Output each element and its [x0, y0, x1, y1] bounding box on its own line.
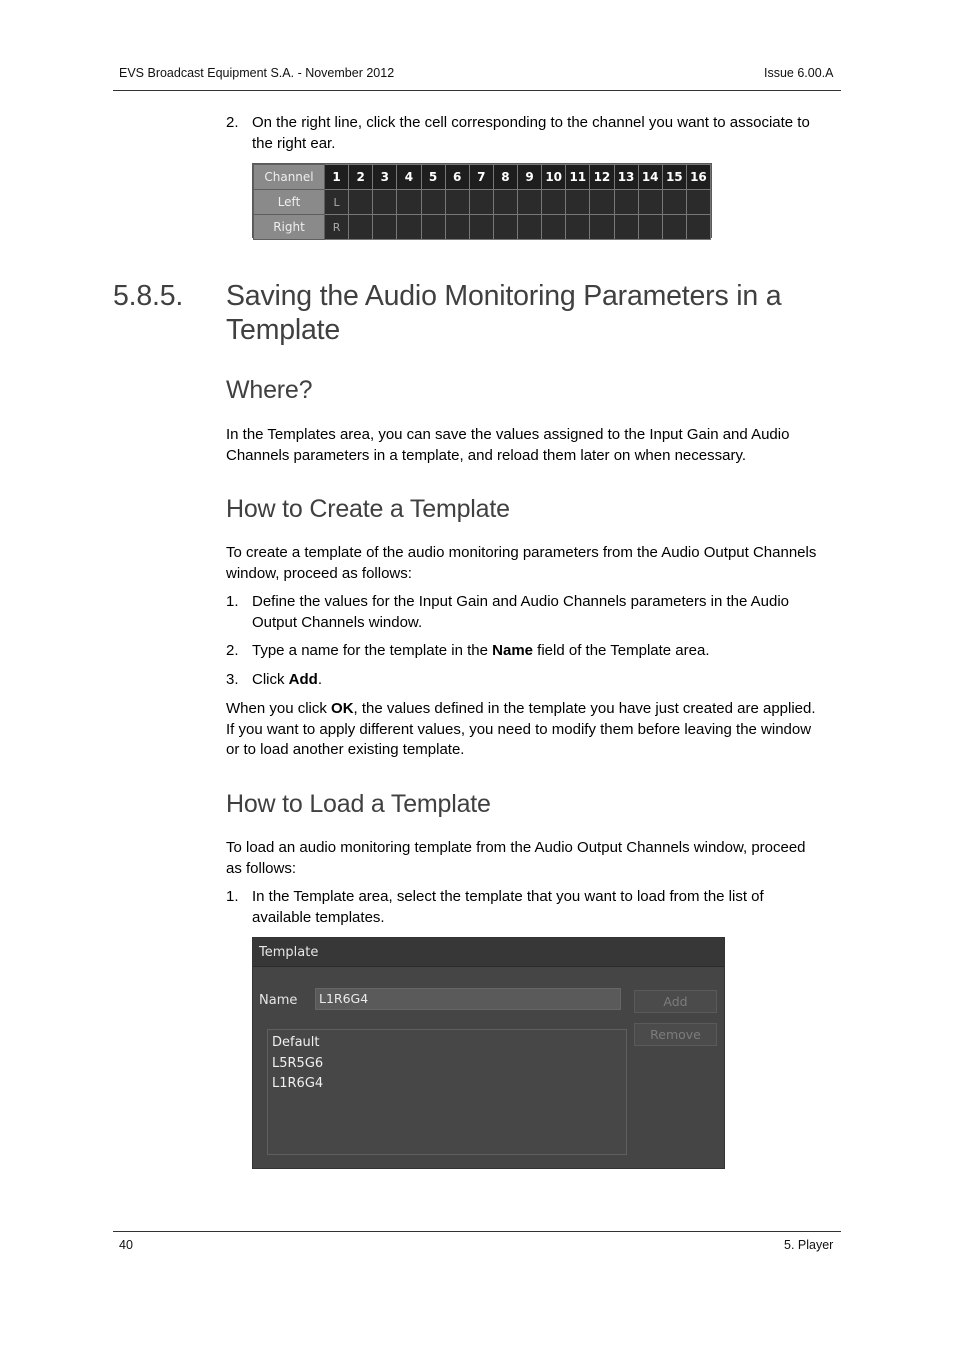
- row-label-right: Right: [254, 215, 325, 240]
- right-cell[interactable]: [373, 215, 397, 240]
- channel-number: 8: [493, 165, 517, 190]
- name-label: Name: [259, 993, 298, 1008]
- channel-number: 16: [686, 165, 710, 190]
- step-text: Type a name for the template in the: [252, 642, 493, 659]
- header-divider: [113, 90, 841, 91]
- right-cell[interactable]: [638, 215, 662, 240]
- load-step-1: [252, 887, 764, 928]
- where-heading: Where?: [226, 376, 313, 404]
- right-cell[interactable]: [542, 215, 566, 240]
- section-number: 5.8.5.: [113, 280, 184, 312]
- channel-number: 14: [638, 165, 662, 190]
- step-number: 2.: [226, 114, 239, 131]
- left-cell[interactable]: [469, 190, 493, 215]
- template-panel-title: Template: [253, 938, 724, 967]
- header-document-title: EVS Broadcast Equipment S.A. - November 2012: [119, 66, 395, 80]
- left-cell[interactable]: [373, 190, 397, 215]
- channel-number: 5: [421, 165, 445, 190]
- left-cell[interactable]: [662, 190, 686, 215]
- left-cell[interactable]: [493, 190, 517, 215]
- left-cell[interactable]: [421, 190, 445, 215]
- section-title-line: Saving the Audio Monitoring Parameters in a: [226, 280, 782, 312]
- step-number: 2.: [226, 642, 239, 659]
- right-cell[interactable]: [518, 215, 542, 240]
- template-panel: [252, 937, 725, 1169]
- channel-number: 11: [566, 165, 590, 190]
- load-intro: [226, 838, 806, 879]
- create-intro: [226, 543, 816, 584]
- step-text-line: On the right line, click the cell corresponding to the channel you want to associate to: [252, 114, 810, 131]
- step-text: Click: [252, 671, 289, 688]
- right-cell[interactable]: [469, 215, 493, 240]
- left-cell[interactable]: [542, 190, 566, 215]
- step-text-line: In the Template area, select the template that you want to load from the list of: [252, 888, 764, 905]
- step-text: field of the Template area.: [533, 642, 710, 659]
- left-cell-selected[interactable]: L: [325, 190, 349, 215]
- template-list-item[interactable]: Default: [272, 1035, 320, 1050]
- right-ear-row: [254, 215, 711, 240]
- note-text: When you click: [226, 700, 332, 717]
- row-label-left: Left: [254, 190, 325, 215]
- add-button[interactable]: Add: [634, 990, 717, 1013]
- right-cell[interactable]: [349, 215, 373, 240]
- right-cell[interactable]: [397, 215, 421, 240]
- load-heading: How to Load a Template: [226, 790, 491, 818]
- step-text: [252, 113, 810, 154]
- paragraph-line: To load an audio monitoring template from the Audio Output Channels window, proceed: [226, 839, 806, 856]
- channel-header-row: [254, 165, 711, 190]
- left-cell[interactable]: [686, 190, 710, 215]
- step-text: .: [317, 671, 323, 688]
- step-text-line: the right ear.: [252, 134, 336, 152]
- ui-term-add: Add: [288, 671, 318, 688]
- paragraph-line: window, proceed as follows:: [226, 564, 412, 582]
- template-list[interactable]: [267, 1029, 627, 1155]
- ui-term-ok: OK: [331, 700, 354, 717]
- step-text-line: available templates.: [252, 908, 385, 926]
- create-step-2: [252, 641, 710, 662]
- channel-number: 15: [662, 165, 686, 190]
- right-cell[interactable]: [662, 215, 686, 240]
- paragraph-line: If you want to apply different values, you need to modify them before leaving the window: [226, 720, 812, 738]
- paragraph-line: [226, 699, 816, 720]
- note-text: , the values defined in the template you have just created are applied.: [353, 700, 816, 717]
- create-step-3: [252, 670, 322, 691]
- left-cell[interactable]: [590, 190, 614, 215]
- row-label-channel: Channel: [254, 165, 325, 190]
- page-number: 40: [119, 1238, 133, 1252]
- channel-number: 10: [542, 165, 566, 190]
- left-cell[interactable]: [638, 190, 662, 215]
- create-heading: How to Create a Template: [226, 495, 510, 523]
- channel-number: 9: [518, 165, 542, 190]
- channel-number: 7: [469, 165, 493, 190]
- channel-number: 3: [373, 165, 397, 190]
- paragraph-line: Channels parameters in a template, and reload them later on when necessary.: [226, 446, 747, 464]
- remove-button[interactable]: Remove: [634, 1023, 717, 1046]
- create-note: [226, 699, 816, 761]
- left-cell[interactable]: [566, 190, 590, 215]
- step-text-line: Define the values for the Input Gain and Audio Channels parameters in the Audio: [252, 593, 790, 610]
- template-list-item[interactable]: L5R5G6: [272, 1055, 324, 1071]
- footer-divider: [113, 1231, 841, 1232]
- channel-number: 12: [590, 165, 614, 190]
- paragraph-line: To create a template of the audio monitoring parameters from the Audio Output Channels: [226, 544, 817, 561]
- create-step-1: [252, 592, 789, 633]
- step-text-line: Output Channels window.: [252, 613, 423, 631]
- right-cell[interactable]: [445, 215, 469, 240]
- left-cell[interactable]: [518, 190, 542, 215]
- left-ear-row: [254, 190, 711, 215]
- where-paragraph: [226, 425, 789, 466]
- footer-chapter: 5. Player: [784, 1238, 834, 1252]
- paragraph-line: as follows:: [226, 859, 297, 877]
- step-number: 1.: [226, 593, 239, 610]
- left-cell[interactable]: [349, 190, 373, 215]
- step-number: 1.: [226, 888, 239, 905]
- section-title-line: Template: [226, 314, 341, 346]
- left-cell[interactable]: [445, 190, 469, 215]
- right-cell[interactable]: [590, 215, 614, 240]
- channel-assignment-grid: [252, 163, 712, 238]
- name-field[interactable]: L1R6G4: [315, 988, 621, 1010]
- right-cell[interactable]: [614, 215, 638, 240]
- right-cell[interactable]: [686, 215, 710, 240]
- paragraph-line: In the Templates area, you can save the values assigned to the Input Gain and Audio: [226, 426, 790, 443]
- left-cell[interactable]: [614, 190, 638, 215]
- channel-number: 13: [614, 165, 638, 190]
- channel-number: 2: [349, 165, 373, 190]
- ui-term-name: Name: [492, 642, 533, 659]
- channel-number: 1: [325, 165, 349, 190]
- paragraph-line: or to load another existing template.: [226, 741, 465, 758]
- step-number: 3.: [226, 671, 239, 688]
- right-cell-selected[interactable]: R: [325, 215, 349, 240]
- channel-number: 4: [397, 165, 421, 190]
- section-title: [226, 279, 781, 347]
- right-cell[interactable]: [493, 215, 517, 240]
- template-list-item[interactable]: L1R6G4: [272, 1076, 324, 1091]
- channel-number: 6: [445, 165, 469, 190]
- left-cell[interactable]: [397, 190, 421, 215]
- right-cell[interactable]: [566, 215, 590, 240]
- header-issue: Issue 6.00.A: [764, 66, 834, 80]
- right-cell[interactable]: [421, 215, 445, 240]
